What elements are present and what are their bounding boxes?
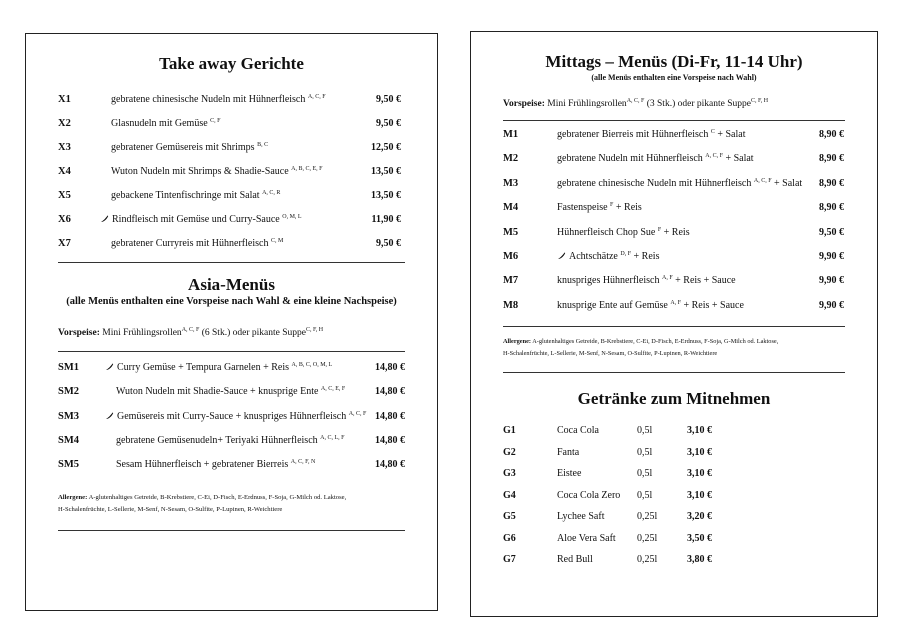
item-allergens: A, C, F (348, 410, 367, 417)
chili-icon (105, 362, 114, 371)
chili-icon (105, 411, 114, 420)
drink-code: G5 (503, 511, 516, 522)
item-name (111, 190, 280, 201)
drink-code: G2 (503, 446, 516, 458)
item-code: X3 (58, 142, 71, 153)
menu-item-row (471, 300, 877, 314)
item-allergens: A, C, R (262, 190, 281, 196)
item-name-text: knuspriges Hühnerfleisch (557, 275, 660, 287)
menu-item-row (26, 386, 437, 400)
allergen-line2: H-Schalenfrüchte, L-Sellerie, M-Senf, N-Sesam, O-Sulfite, P-Lupinen, R-Weichtiere (58, 506, 283, 513)
item-name (111, 94, 326, 105)
item-code: X5 (58, 190, 71, 201)
item-name (105, 411, 366, 422)
item-name-text: gebackene Tintenfischringe mit Salat (111, 190, 260, 201)
item-price: 9,50 € (376, 238, 401, 249)
mittag-subtitle: (alle Menüs enthalten eine Vorspeise nach Wahl) (591, 73, 757, 82)
item-name-text: Hühnerfleisch Chop Sue (557, 226, 656, 238)
drinks-title: Getränke zum Mitnehmen (577, 389, 771, 408)
item-code: M7 (503, 275, 519, 287)
item-name-text: Wuton Nudeln mit Shadie-Sauce + knusprige Ente (116, 386, 319, 398)
drink-name: Lychee Saft (557, 511, 605, 522)
item-extras: + Reis (631, 251, 660, 262)
item-name (557, 300, 744, 311)
item-allergens: A, C, F, N (290, 459, 316, 466)
menu-item-row (471, 227, 877, 241)
mittag-vorspeise (503, 99, 768, 109)
drink-size: 0,5l (637, 489, 653, 501)
item-price: 14,80 € (375, 410, 405, 422)
item-extras: + Reis (661, 226, 690, 238)
mittag-title: Mittags – Menüs (Di-Fr, 11-14 Uhr) (545, 52, 803, 71)
item-name (111, 118, 221, 129)
item-name (111, 238, 283, 249)
vorspeise-text1: Mini Frühlingsrollen (547, 99, 627, 109)
item-code: SM1 (58, 362, 79, 373)
item-code: SM3 (58, 410, 79, 422)
drink-price: 3,20 € (687, 511, 712, 522)
item-name (116, 386, 345, 397)
item-price: 8,90 € (819, 177, 844, 189)
item-price: 9,50 € (819, 226, 844, 238)
menu-item-row (471, 153, 877, 167)
item-name-text: gebratener Bierreis mit Hühnerfleisch (557, 129, 709, 140)
item-code: X1 (58, 94, 71, 105)
menu-page-right (470, 31, 878, 617)
item-code: SM4 (58, 434, 79, 446)
item-code: SM5 (58, 459, 79, 471)
vorspeise-allergens2: C, F, H (750, 98, 769, 104)
menu-page-left (25, 33, 438, 611)
item-name-text: gebratene chinesische Nudeln mit Hühnerfleisch (111, 94, 306, 105)
menu-item-row (26, 214, 437, 228)
divider (58, 530, 405, 531)
item-price: 9,90 € (819, 251, 844, 262)
drink-size: 0,5l (637, 425, 653, 436)
menu-item-row (26, 166, 437, 180)
vorspeise-text2: (3 Stk.) oder pikante Suppe (646, 99, 751, 109)
item-price: 9,50 € (376, 118, 401, 129)
item-allergens: C, F (210, 118, 221, 124)
takeaway-title: Take away Gerichte (159, 54, 304, 73)
drink-price: 3,80 € (687, 554, 712, 565)
drink-price: 3,50 € (687, 532, 712, 544)
item-price: 8,90 € (819, 129, 844, 140)
drink-row (471, 425, 877, 439)
item-name-text: Curry Gemüse + Tempura Garnelen + Reis (117, 362, 290, 373)
item-name-text: gebratene Gemüsenudeln+ Teriyaki Hühnerfleisch (116, 434, 318, 446)
vorspeise-label: Vorspeise: (503, 99, 545, 109)
item-code: X7 (58, 238, 71, 249)
item-allergens: A, B, C, O, M, L (291, 362, 333, 368)
item-name-text: knusprige Ente auf Gemüse (557, 299, 668, 311)
item-name-text: Glasnudeln mit Gemüse (111, 118, 208, 129)
asia-title: Asia-Menüs (188, 275, 275, 294)
item-price: 14,80 € (375, 386, 405, 398)
item-price: 9,50 € (376, 94, 401, 105)
divider (503, 372, 845, 373)
divider (58, 262, 405, 263)
item-allergens: A, B, C, E, F (291, 166, 323, 172)
item-name (557, 129, 745, 140)
drink-row (471, 490, 877, 504)
allergen-label: Allergene: (58, 494, 88, 501)
vorspeise-text1: Mini Frühlingsrollen (102, 328, 182, 338)
item-allergens: C, M (270, 238, 284, 244)
item-name (116, 435, 344, 446)
item-extras: + Reis (613, 202, 642, 214)
drink-code: G6 (503, 532, 516, 544)
item-allergens: D, F (620, 251, 632, 257)
menu-item-row (26, 411, 437, 425)
item-code: X4 (58, 166, 71, 177)
item-name-text: Sesam Hühnerfleisch + gebratener Bierreis (116, 459, 289, 471)
vorspeise-allergens2: C, F, H (305, 327, 324, 333)
item-code: M5 (503, 226, 519, 238)
item-name-text: gebratener Curryreis mit Hühnerfleisch (111, 238, 269, 249)
vorspeise-label: Vorspeise: (58, 328, 100, 338)
divider (503, 120, 845, 121)
drink-price: 3,10 € (687, 446, 712, 458)
item-allergens: A, C, F (705, 153, 723, 160)
vorspeise-text2: (6 Stk.) oder pikante Suppe (201, 328, 306, 338)
item-code: M6 (503, 251, 519, 262)
menu-item-row (471, 251, 877, 265)
item-price: 8,90 € (819, 202, 844, 214)
item-name (557, 275, 736, 286)
item-name (557, 178, 802, 189)
menu-item-row (471, 275, 877, 289)
chili-icon (100, 214, 109, 223)
drink-code: G4 (503, 489, 516, 501)
item-name (100, 214, 302, 225)
item-name (557, 153, 754, 164)
drink-code: G1 (503, 425, 516, 436)
drink-name: Fanta (557, 446, 580, 458)
item-name-text: Rindfleisch mit Gemüse und Curry-Sauce (112, 214, 280, 225)
item-price: 11,90 € (371, 214, 401, 225)
drink-size: 0,25l (637, 532, 658, 544)
drink-price: 3,10 € (687, 468, 712, 479)
drink-row (471, 533, 877, 547)
item-code: X2 (58, 118, 71, 129)
drink-row (471, 511, 877, 525)
item-name (105, 362, 332, 373)
item-allergens: A, C, F (753, 177, 772, 184)
vorspeise-allergens1: A, C, F (181, 327, 200, 333)
item-name (111, 142, 268, 153)
asia-vorspeise (58, 328, 323, 338)
item-extras: + Reis + Sauce (672, 275, 736, 287)
item-price: 9,90 € (819, 275, 844, 287)
item-allergens: A, F (661, 275, 673, 282)
allergen-line1: A-glutenhaltiges Getreide, B-Krebstiere, C-Ei, D-Fisch, E-Erdnuss, F-Soja, G-Milch od. Laktose, (88, 494, 347, 501)
drink-row (471, 447, 877, 461)
menu-item-row (26, 190, 437, 204)
item-allergens: A, F (670, 299, 681, 306)
item-price: 9,90 € (819, 299, 844, 311)
menu-item-row (471, 202, 877, 216)
item-code: M3 (503, 177, 519, 189)
menu-item-row (26, 118, 437, 132)
drink-row (471, 468, 877, 482)
item-price: 14,80 € (375, 434, 405, 446)
item-extras: + Reis + Sauce (680, 299, 744, 311)
item-allergens: A, C, E, F (320, 386, 346, 393)
drink-price: 3,10 € (687, 489, 712, 501)
item-price: 13,50 € (371, 166, 401, 177)
menu-item-row (26, 94, 437, 108)
drink-name: Coca Cola (557, 425, 599, 436)
allergen-legend (58, 492, 418, 516)
vorspeise-allergens1: A, C, F (626, 98, 645, 104)
item-extras: + Salat (714, 129, 746, 140)
item-extras: + Salat (722, 153, 754, 165)
item-allergens: C (710, 129, 715, 135)
item-code: SM2 (58, 386, 79, 398)
item-allergens: B, C (257, 142, 269, 148)
menu-item-row (26, 459, 437, 473)
item-price: 13,50 € (371, 190, 401, 201)
drink-name: Aloe Vera Saft (557, 532, 616, 544)
item-allergens: A, C, F (307, 94, 326, 100)
item-name-text: gebratene chinesische Nudeln mit Hühnerfleisch (557, 177, 752, 189)
allergen-line1: A-glutenhaltiges Getreide, B-Krebstiere, C-Ei, D-Fisch, E-Erdnuss, F-Soja, G-Milch od. Laktose, (532, 338, 779, 345)
allergen-label: Allergene: (503, 338, 531, 345)
drink-price: 3,10 € (687, 425, 712, 436)
item-extras: + Salat (771, 177, 803, 189)
menu-item-row (471, 178, 877, 192)
item-name-text: Wuton Nudeln mit Shrimps & Shadie-Sauce (111, 166, 289, 177)
drink-name: Red Bull (557, 554, 593, 565)
item-name (116, 459, 315, 470)
item-code: M8 (503, 299, 519, 311)
item-price: 14,80 € (375, 362, 405, 373)
divider (58, 351, 405, 352)
item-name-text: Gemüsereis mit Curry-Sauce + knuspriges Hühnerfleisch (117, 410, 347, 422)
item-name (557, 251, 659, 262)
item-allergens: F (657, 226, 662, 233)
item-name (557, 202, 642, 213)
item-name-text: Fastenspeise (557, 202, 608, 214)
item-price: 12,50 € (371, 142, 401, 153)
item-allergens: A, C, L, F (320, 434, 345, 441)
drink-code: G7 (503, 554, 516, 565)
asia-subtitle: (alle Menüs enthalten eine Vorspeise nach Wahl & eine kleine Nachspeise) (66, 296, 397, 307)
allergen-line2: H-Schalenfrüchte, L-Sellerie, M-Senf, N-Sesam, O-Sulfite, P-Lupinen, R-Weichtiere (503, 350, 718, 357)
item-name-text: Achtschätze (569, 251, 618, 262)
item-code: X6 (58, 214, 71, 225)
drink-code: G3 (503, 468, 516, 479)
item-name (557, 227, 690, 238)
item-price: 8,90 € (819, 153, 844, 165)
item-code: M4 (503, 202, 519, 214)
menu-item-row (26, 435, 437, 449)
menu-item-row (471, 129, 877, 143)
allergen-legend (503, 336, 853, 360)
divider (503, 326, 845, 327)
drink-size: 0,25l (637, 511, 658, 522)
drink-size: 0,5l (637, 446, 653, 458)
item-name (111, 166, 322, 177)
item-allergens: O, M, L (282, 214, 302, 220)
item-name-text: gebratene Nudeln mit Hühnerfleisch (557, 153, 703, 165)
menu-item-row (26, 362, 437, 376)
drink-name: Eistee (557, 468, 582, 479)
drink-name: Coca Cola Zero (557, 489, 621, 501)
item-price: 14,80 € (375, 459, 405, 471)
item-code: M2 (503, 153, 519, 165)
drink-size: 0,25l (637, 554, 658, 565)
chili-icon (557, 251, 566, 260)
drink-size: 0,5l (637, 468, 653, 479)
item-code: M1 (503, 129, 519, 140)
menu-item-row (26, 142, 437, 156)
item-name-text: gebratener Gemüsereis mit Shrimps (111, 142, 255, 153)
item-allergens: F (610, 202, 614, 209)
drink-row (471, 554, 877, 568)
menu-item-row (26, 238, 437, 252)
